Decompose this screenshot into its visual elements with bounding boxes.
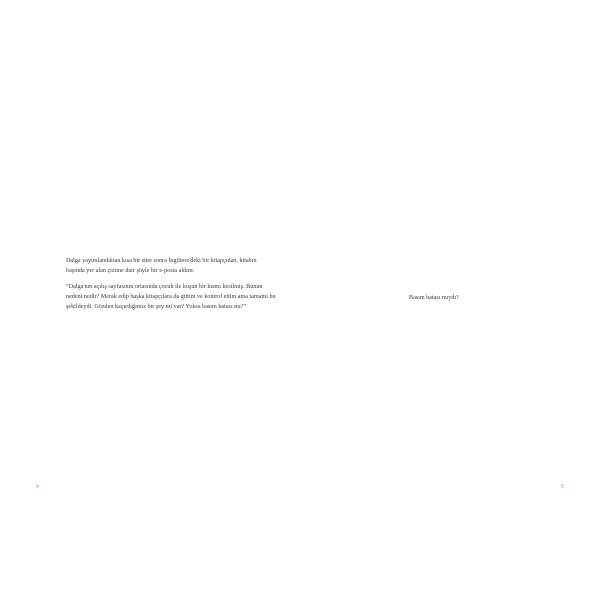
paragraph-intro: Dalga yayımlandıktan kısa bir süre sonra İngiltere'deki bir kitapçıdan, kitabın başında yer alan çizime dair şöyle bir e-posta aldım: xyxy=(66,258,257,274)
page-number-right: 5 xyxy=(561,484,564,490)
left-page-text-block xyxy=(66,256,276,312)
paragraph-email-quote: “Dalga'nın açılış sayfasının ortasında çocuk ile kuşun bir kısmı kesilmiş. Bunun nedeni nedir? Merak edip başka kitapçılara da gittim ve kontrol ettim ama tamamı bu şekildeydi. Gözden kaçırdığımız bir şey mi var? Yoksa basım hatası mı?” xyxy=(66,284,276,310)
right-page xyxy=(300,0,600,600)
page-number-left: 4 xyxy=(36,484,39,490)
right-page-question: Basım hatası mıydı? xyxy=(409,295,459,301)
